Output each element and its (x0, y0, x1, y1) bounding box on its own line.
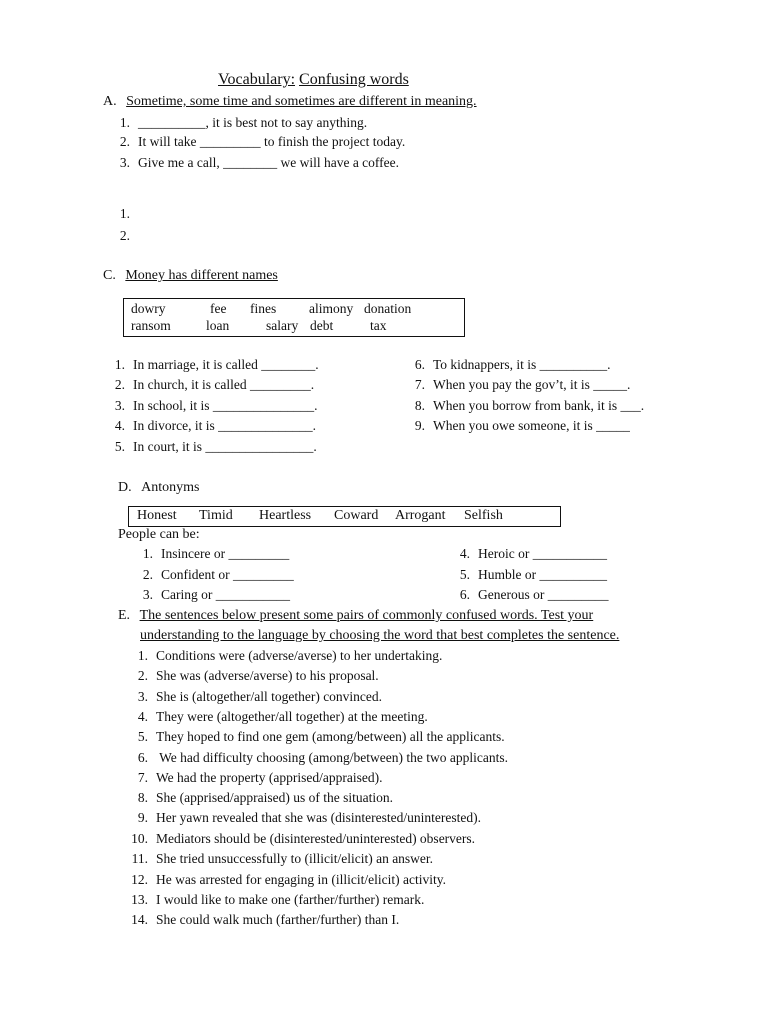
section-c-title: Money has different names (125, 268, 278, 283)
section-d-heading (118, 480, 199, 496)
word: fee (210, 301, 227, 316)
word: Coward (334, 508, 379, 523)
item-number: 3. (119, 155, 130, 170)
list-item (405, 398, 644, 414)
item-text: We had the property (apprised/appraised). (156, 770, 383, 785)
item-number: 7. (414, 377, 425, 392)
item-number: 6. (414, 357, 425, 372)
word: alimony (309, 301, 354, 316)
item-text: Conditions were (adverse/averse) to her undertaking. (156, 648, 443, 663)
item-number: 6. (137, 750, 148, 765)
list-item (128, 648, 442, 664)
item-text: __________, it is best not to say anything. (138, 115, 368, 130)
item-text: In church, it is called _________. (133, 377, 315, 392)
item-text: He was arrested for engaging in (illicit/elicit) activity. (156, 872, 447, 887)
list-item (128, 831, 475, 847)
item-text: It will take _________ to finish the project today. (138, 134, 406, 149)
list-item (128, 790, 393, 806)
item-number: 9. (137, 810, 148, 825)
list-item (128, 912, 399, 928)
item-number: 4. (114, 418, 125, 433)
item-number: 5. (137, 729, 148, 744)
item-number: 5. (459, 567, 470, 582)
item-text: Caring or ___________ (161, 587, 290, 602)
item-number: 9. (414, 418, 425, 433)
word: ransom (131, 318, 171, 333)
item-text: Heroic or ___________ (478, 546, 607, 561)
word: Heartless (259, 508, 312, 523)
list-item (110, 134, 405, 150)
item-number: 1. (119, 206, 130, 221)
item-number: 3. (114, 398, 125, 413)
word: tax (370, 318, 387, 333)
item-text: Mediators should be (disinterested/uninterested) observers. (156, 831, 476, 846)
antonym-box (128, 506, 561, 527)
list-item (110, 206, 138, 222)
list-item (110, 155, 399, 171)
list-item (110, 228, 138, 244)
section-c-letter: C. (103, 268, 116, 283)
item-text: They were (altogether/all together) at the meeting. (156, 709, 428, 724)
section-e-title-1: The sentences below present some pairs of commonly confused words. Test your (139, 608, 594, 623)
item-number: 2. (114, 377, 125, 392)
item-text: She (apprised/appraised) us of the situation. (156, 790, 393, 805)
list-item (128, 709, 428, 725)
list-item (105, 398, 318, 414)
list-item (450, 546, 607, 562)
item-text: She tried unsuccessfully to (illicit/elicit) an answer. (156, 851, 434, 866)
word: debt (310, 318, 334, 333)
list-item (128, 770, 382, 786)
list-item (133, 567, 294, 583)
item-number: 8. (137, 790, 148, 805)
item-number: 3. (142, 587, 153, 602)
list-item (450, 587, 608, 603)
item-text: When you owe someone, it is _____ (433, 418, 630, 433)
item-text: She could walk much (farther/further) than I. (156, 912, 400, 927)
list-item (405, 357, 611, 373)
word: dowry (131, 301, 166, 316)
section-d-letter: D. (118, 480, 132, 495)
word: donation (364, 301, 412, 316)
item-text: When you borrow from bank, it is ___. (433, 398, 645, 413)
item-number: 1. (142, 546, 153, 561)
item-number: 2. (142, 567, 153, 582)
section-d-title: Antonyms (141, 480, 200, 495)
item-text: In court, it is ________________. (133, 439, 317, 454)
item-text: We had difficulty choosing (among/between) the two applicants. (156, 750, 508, 765)
item-text: Insincere or _________ (161, 546, 290, 561)
list-item (450, 567, 607, 583)
word: Honest (137, 508, 177, 523)
list-item (128, 729, 505, 745)
item-number: 3. (137, 689, 148, 704)
item-text: In school, it is _______________. (133, 398, 318, 413)
item-number: 14. (131, 912, 148, 927)
item-text: In marriage, it is called ________. (133, 357, 319, 372)
word: Selfish (464, 508, 503, 523)
word: loan (206, 318, 230, 333)
list-item (128, 750, 508, 766)
item-text: She is (altogether/all together) convinced. (156, 689, 383, 704)
list-item (105, 439, 317, 455)
list-item (105, 418, 316, 434)
list-item (405, 377, 630, 393)
item-text: Generous or _________ (478, 587, 609, 602)
list-item (128, 810, 481, 826)
word: Timid (199, 508, 233, 523)
list-item (128, 872, 446, 888)
list-item (128, 668, 379, 684)
section-e-heading-line1 (118, 608, 593, 624)
item-text: In divorce, it is ______________. (133, 418, 316, 433)
word-box (123, 298, 465, 337)
item-number: 1. (114, 357, 125, 372)
item-text: They hoped to find one gem (among/between) all the applicants. (156, 729, 505, 744)
word: Arrogant (395, 508, 446, 523)
list-item (405, 418, 630, 434)
section-a-heading (103, 94, 477, 110)
item-text: Confident or _________ (161, 567, 294, 582)
item-number: 10. (131, 831, 148, 846)
list-item (105, 377, 314, 393)
item-number: 11. (131, 851, 148, 866)
section-e-title-2: understanding to the language by choosing the word that best completes the sentence. (140, 628, 620, 643)
people-can-be-label: People can be: (118, 527, 200, 542)
section-c-heading (103, 268, 278, 284)
section-a-letter: A. (103, 94, 117, 109)
item-number: 6. (459, 587, 470, 602)
section-a-title: Sometime, some time and sometimes are different in meaning. (126, 94, 477, 109)
section-e-letter: E. (118, 608, 131, 623)
list-item (133, 546, 289, 562)
item-text: To kidnappers, it is __________. (433, 357, 611, 372)
title-part2: Confusing words (299, 71, 409, 88)
item-text: Give me a call, ________ we will have a coffee. (138, 155, 400, 170)
item-text: She was (adverse/averse) to his proposal. (156, 668, 379, 683)
item-number: 2. (119, 228, 130, 243)
item-number: 4. (459, 546, 470, 561)
list-item (128, 892, 424, 908)
item-text: I would like to make one (farther/further) remark. (156, 892, 425, 907)
list-item (105, 357, 319, 373)
word: fines (250, 301, 277, 316)
list-item (110, 115, 367, 131)
page-title (218, 71, 409, 89)
item-text: Her yawn revealed that she was (disinterested/uninterested). (156, 810, 482, 825)
item-text: Humble or __________ (478, 567, 607, 582)
word: salary (266, 318, 299, 333)
item-number: 2. (119, 134, 130, 149)
list-item (128, 851, 433, 867)
item-number: 5. (114, 439, 125, 454)
item-number: 7. (137, 770, 148, 785)
title-part1: Vocabulary: (218, 71, 296, 88)
item-number: 13. (131, 892, 148, 907)
item-text: When you pay the gov’t, it is _____. (433, 377, 631, 392)
item-number: 8. (414, 398, 425, 413)
list-item (128, 689, 382, 705)
list-item (133, 587, 290, 603)
item-number: 4. (137, 709, 148, 724)
item-number: 1. (119, 115, 130, 130)
item-number: 12. (131, 872, 148, 887)
item-number: 1. (137, 648, 148, 663)
item-number: 2. (137, 668, 148, 683)
